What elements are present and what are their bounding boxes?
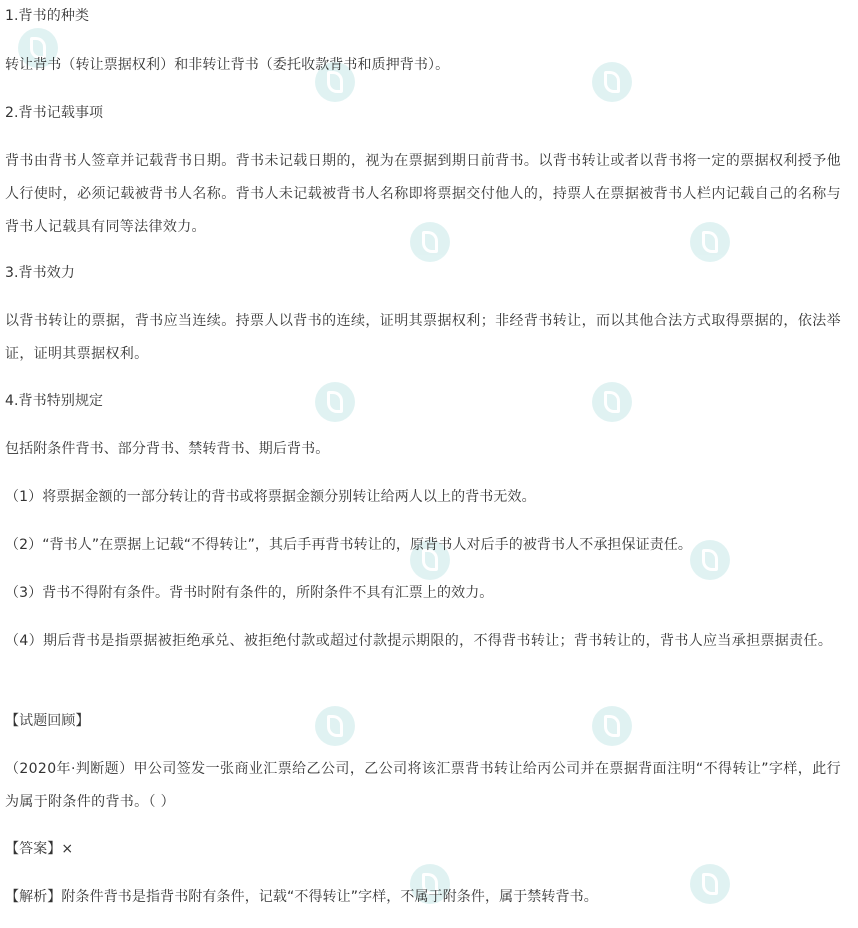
rule-item: （4）期后背书是指票据被拒绝承兑、被拒绝付款或超过付款提示期限的，不得背书转让；背书转让的，背书人应当承担票据责任。: [5, 633, 833, 649]
rule-item: （2）“背书人”在票据上记载“不得转让”，其后手再背书转让的，原背书人对后手的被背书人不承担保证责任。: [5, 537, 693, 553]
section-heading: 2.背书记载事项: [5, 105, 104, 121]
section-heading: 3.背书效力: [5, 265, 75, 281]
paragraph: 以背书转让的票据，背书应当连续。持票人以背书的连续，证明其票据权利；非经背书转让，而以其他合法方式取得票据的，依法举证，证明其票据权利。: [5, 313, 841, 362]
question-text: （2020年·判断题）甲公司签发一张商业汇票给乙公司，乙公司将该汇票背书转让给丙公司并在票据背面注明“不得转让”字样，此行为属于附条件的背书。（ ）: [5, 761, 841, 810]
paragraph: 背书由背书人签章并记载背书日期。背书未记载日期的，视为在票据到期日前背书。以背书转让或者以背书将一定的票据权利授予他人行使时，必须记载被背书人名称。背书人未记载被背书人名称即将票据交付他人的，持票人在票据被背书人栏内记载自己的名称与背书人记载具有同等法律效力。: [5, 153, 841, 235]
analysis-text: 【解析】附条件背书是指背书附有条件，记载“不得转让”字样，不属于附条件，属于禁转背书。: [5, 889, 598, 905]
rule-item: （3）背书不得附有条件。背书时附有条件的，所附条件不具有汇票上的效力。: [5, 585, 494, 601]
section-heading: 4.背书特别规定: [5, 393, 104, 409]
review-label: 【试题回顾】: [5, 713, 90, 729]
paragraph: 转让背书（转让票据权利）和非转让背书（委托收款背书和质押背书）。: [5, 57, 450, 73]
answer-text: 【答案】×: [5, 841, 74, 857]
rule-item: （1）将票据金额的一部分转让的背书或将票据金额分别转让给两人以上的背书无效。: [5, 489, 536, 505]
paragraph: 包括附条件背书、部分背书、禁转背书、期后背书。: [5, 441, 330, 457]
section-heading: 1.背书的种类: [5, 8, 90, 24]
